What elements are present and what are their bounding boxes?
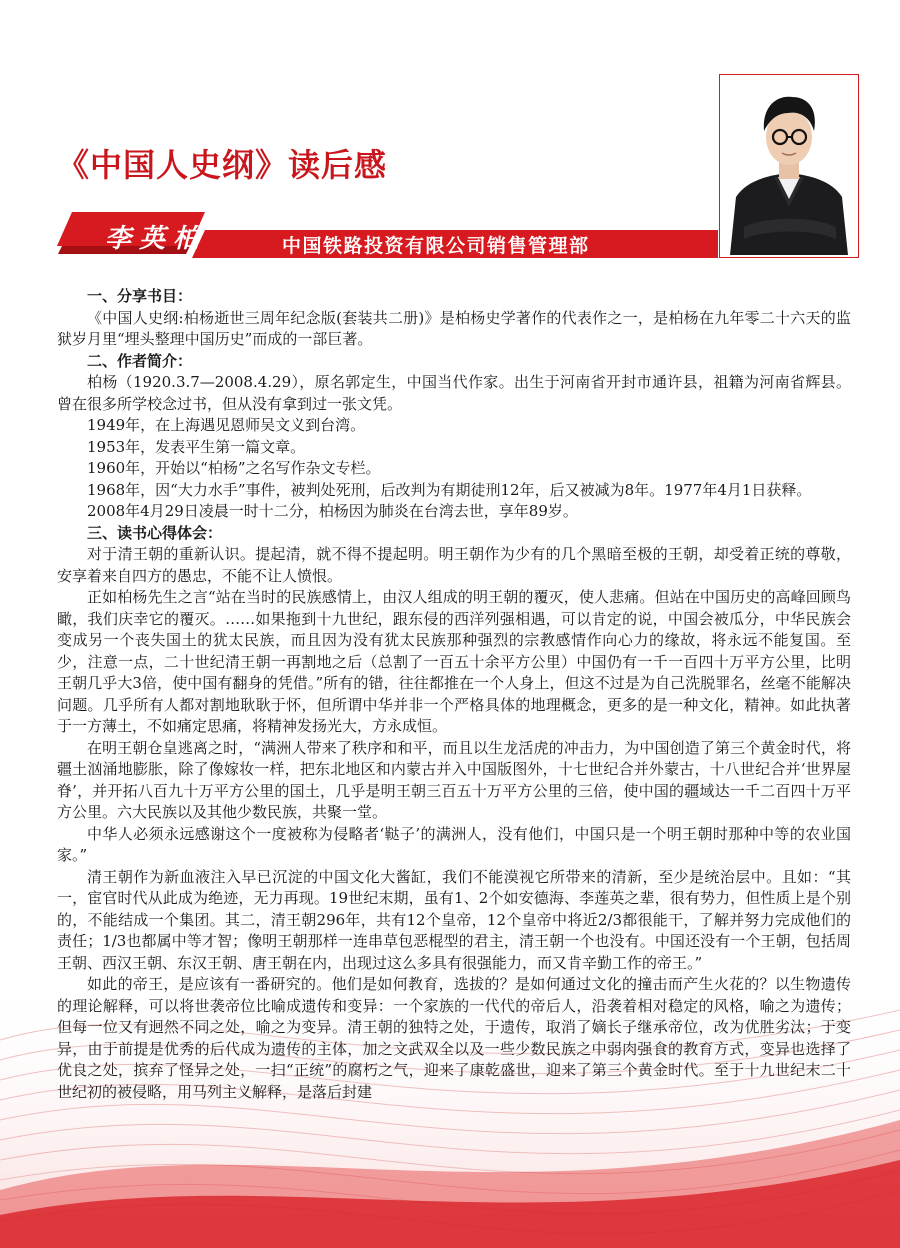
- paragraph: 在明王朝仓皇逃离之时，“满洲人带来了秩序和和平，而且以生龙活虎的冲击力，为中国创造了第三个黄金时代，将疆土汹涌地膨胀，除了像嫁妆一样，把东北地区和内蒙古并入中国版图外，十七世纪合并外蒙古，十八世纪合并‘世界屋脊’，并开拓八百九十万平方公里的国土，几乎是明王朝三百五十万平方公里的三倍，使中国的疆域达一千二百四十万平方公里。六大民族以及其他少数民族，共聚一堂。: [57, 738, 851, 821]
- section-heading-thoughts: 三、读书心得体会：: [87, 523, 223, 542]
- paragraph: 2008年4月29日凌晨一时十二分，柏杨因为肺炎在台湾去世，享年89岁。: [87, 502, 578, 520]
- paragraph: 清王朝作为新血液注入早已沉淀的中国文化大酱缸，我们不能漠视它所带来的清新，至少是统治层中。且如：“其一，宦官时代从此成为绝迹，无力再现。19世纪末期，虽有1、2个如安德海、李莲英之辈，很有势力，但性质上是个别的，不能结成一个集团。其二，清王朝296年，共有12个皇帝，12个皇帝中将近2/3都很能干，了解并努力完成他们的责任；1/3也都属中等才智；像明王朝那样一连串草包恶棍型的君主，清王朝一个也没有。中国还没有一个王朝，包括周王朝、西汉王朝、东汉王朝、唐王朝在内，出现过这么多具有很强能力，而又肯辛勤工作的帝王。”: [57, 867, 851, 972]
- paragraph: 1968年，因“大力水手”事件，被判处死刑，后改判为有期徒刑12年，后又被减为8年。1977年4月1日获释。: [87, 480, 812, 499]
- author-organization: 中国铁路投资有限公司销售管理部: [282, 235, 590, 257]
- paragraph: 柏杨（1920.3.7—2008.4.29），原名郭定生，中国当代作家。出生于河南省开封市通许县，祖籍为河南省辉县。曾在很多所学校念过书，但从没有拿到过一张文凭。: [57, 373, 851, 413]
- paragraph: 中华人必须永远感谢这个一度被称为侵略者‘鞑子’的满洲人，没有他们，中国只是一个明王朝时那种中等的农业国家。”: [57, 824, 851, 864]
- author-name: 李英柏: [105, 224, 208, 254]
- paragraph: 1949年，在上海遇见恩师吴文义到台湾。: [87, 416, 366, 434]
- paragraph: 对于清王朝的重新认识。提起清，就不得不提起明。明王朝作为少有的几个黑暗至极的王朝，却受着正统的尊敬，安享着来自四方的愚忠，不能不让人愤恨。: [57, 545, 851, 585]
- author-photo: [719, 74, 859, 258]
- article-body: [57, 286, 851, 1103]
- paragraph: 如此的帝王，是应该有一番研究的。他们是如何教育，选拔的？是如何通过文化的撞击而产生火花的？以生物遗传的理论解释，可以将世袭帝位比喻成遗传和变异：一个家族的一代代的帝后人，沿袭着相对稳定的风格，喻之为遗传；但每一位又有迥然不同之处，喻之为变异。清王朝的独特之处，于遗传，取消了嫡长子继承帝位，改为优胜劣汰；于变异，由于前提是优秀的后代成为遗传的主体，加之文武双全以及一些少数民族之中弱肉强食的教育方式，变异也选择了优良之处，摈弃了怪异之处，一扫“正统”的腐朽之气，迎来了康乾盛世，迎来了第三个黄金时代。至于十九世纪末二十世纪初的被侵略，用马列主义解释，是落后封建: [57, 975, 851, 1101]
- paragraph: 1953年，发表平生第一篇文章。: [87, 437, 306, 456]
- author-portrait-image: [722, 77, 856, 255]
- section-heading-author: 二、作者简介：: [87, 351, 193, 370]
- paragraph: 1960年，开始以“柏杨”之名写作杂文专栏。: [87, 459, 381, 477]
- section-heading-book: 一、分享书目：: [87, 287, 193, 305]
- article-title: 《中国人史纲》读后感: [57, 146, 388, 184]
- paragraph: 正如柏杨先生之言“站在当时的民族感情上，由汉人组成的明王朝的覆灭，使人悲痛。但站在中国历史的高峰回顾鸟瞰，我们庆幸它的覆灭。……如果拖到十九世纪，跟东侵的西洋列强相遇，可以肯定的说，中国会被瓜分，中华民族会变成另一个丧失国土的犹太民族，而且因为没有犹太民族那种强烈的宗教感情作向心力的缘故，将永远不能复国。至少，注意一点，二十世纪清王朝一再割地之后（总割了一百五十余平方公里）中国仍有一千一百四十万平方公里，比明王朝几乎大3倍，使中国有翻身的凭借。”所有的错，往往都推在一个人身上，但这不过是为自己洗脱罪名，丝毫不能解决问题。几乎所有人都对割地耿耿于怀，但所谓中华并非一个严格具体的地理概念，更多的是一种文化，精神。如此执著于一方薄土，不如痛定思痛，将精神发扬光大，方永成恒。: [57, 588, 851, 735]
- paragraph: 《中国人史纲:柏杨逝世三周年纪念版(套装共二册)》是柏杨史学著作的代表作之一，是柏杨在九年零二十六天的监狱岁月里“埋头整理中国历史”而成的一部巨著。: [57, 308, 851, 348]
